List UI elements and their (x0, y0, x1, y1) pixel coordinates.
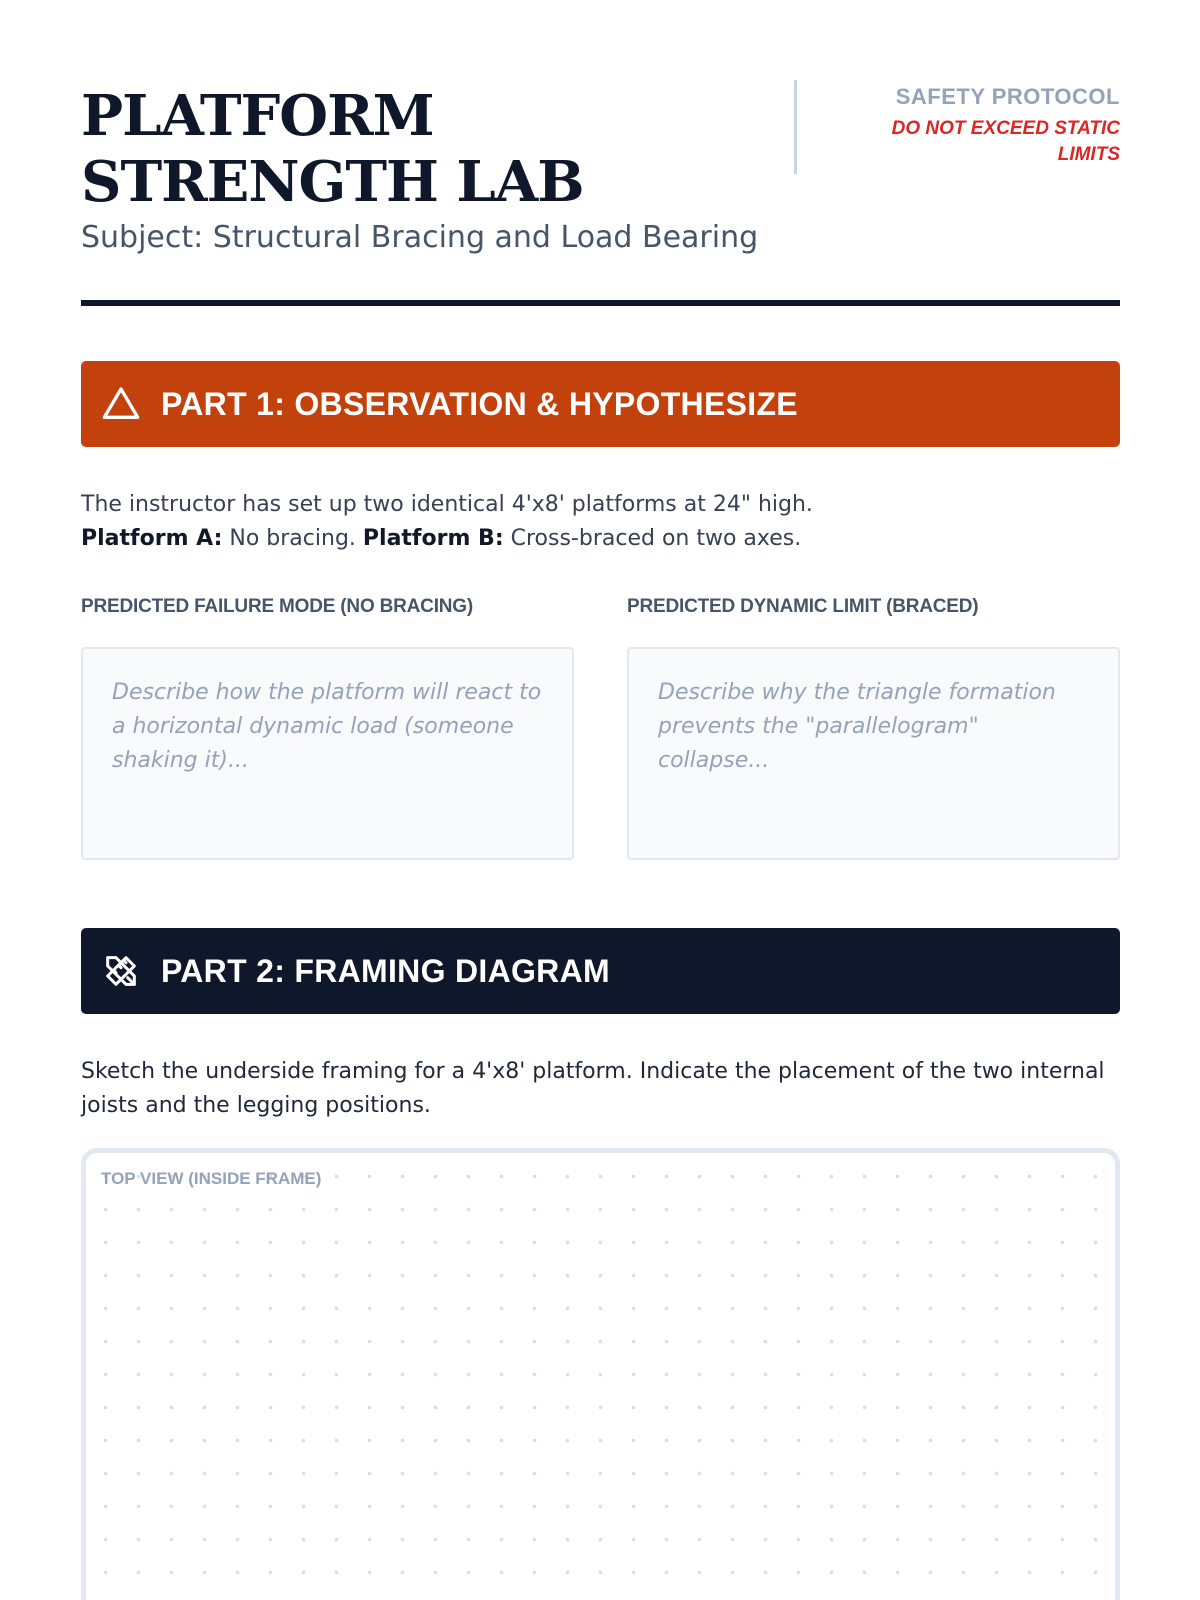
platform-b-text: Cross-braced on two axes. (510, 526, 802, 551)
sketch-area[interactable] (81, 1148, 1120, 1600)
dynamic-limit-label: PREDICTED DYNAMIC LIMIT (BRACED) (627, 596, 979, 617)
header (81, 80, 1120, 256)
warning-triangle-icon (101, 384, 141, 424)
lab-worksheet (81, 0, 1120, 1600)
dynamic-limit-box (627, 647, 1120, 860)
platform-a-label: Platform A: (81, 526, 223, 551)
safety-warning: DO NOT EXCEED STATIC LIMITS (891, 118, 1120, 165)
safety-notice (860, 82, 1120, 168)
section-header-part2 (81, 928, 1120, 1014)
pencil-ruler-icon (101, 951, 141, 991)
section-title-part1: PART 1: OBSERVATION & HYPOTHESIZE (161, 385, 798, 422)
header-rule (81, 300, 1120, 306)
platform-b-label: Platform B: (362, 526, 504, 551)
page-title: PLATFORM STRENGTH LAB (81, 83, 584, 215)
safety-label: SAFETY PROTOCOL (895, 84, 1120, 109)
part2-instructions: Sketch the underside framing for a 4'x8' platform. Indicate the placement of the two internal joists and the legging positions. (81, 1059, 1105, 1118)
page-subtitle: Subject: Structural Bracing and Load Bearing (81, 220, 759, 255)
platform-a-text: No bracing. (229, 526, 356, 551)
failure-mode-input[interactable] (112, 676, 543, 831)
dynamic-limit-input[interactable] (658, 676, 1089, 831)
section-title-part2: PART 2: FRAMING DIAGRAM (161, 952, 610, 989)
intro-line: The instructor has set up two identical 4'x8' platforms at 24" high. (81, 492, 813, 517)
section-header-part1 (81, 361, 1120, 447)
failure-mode-label: PREDICTED FAILURE MODE (NO BRACING) (81, 596, 474, 617)
part1-intro (81, 488, 1120, 556)
header-divider (794, 80, 797, 174)
sketch-label: TOP VIEW (INSIDE FRAME) (101, 1169, 322, 1188)
platform-description (81, 522, 1120, 556)
failure-mode-box (81, 647, 574, 860)
